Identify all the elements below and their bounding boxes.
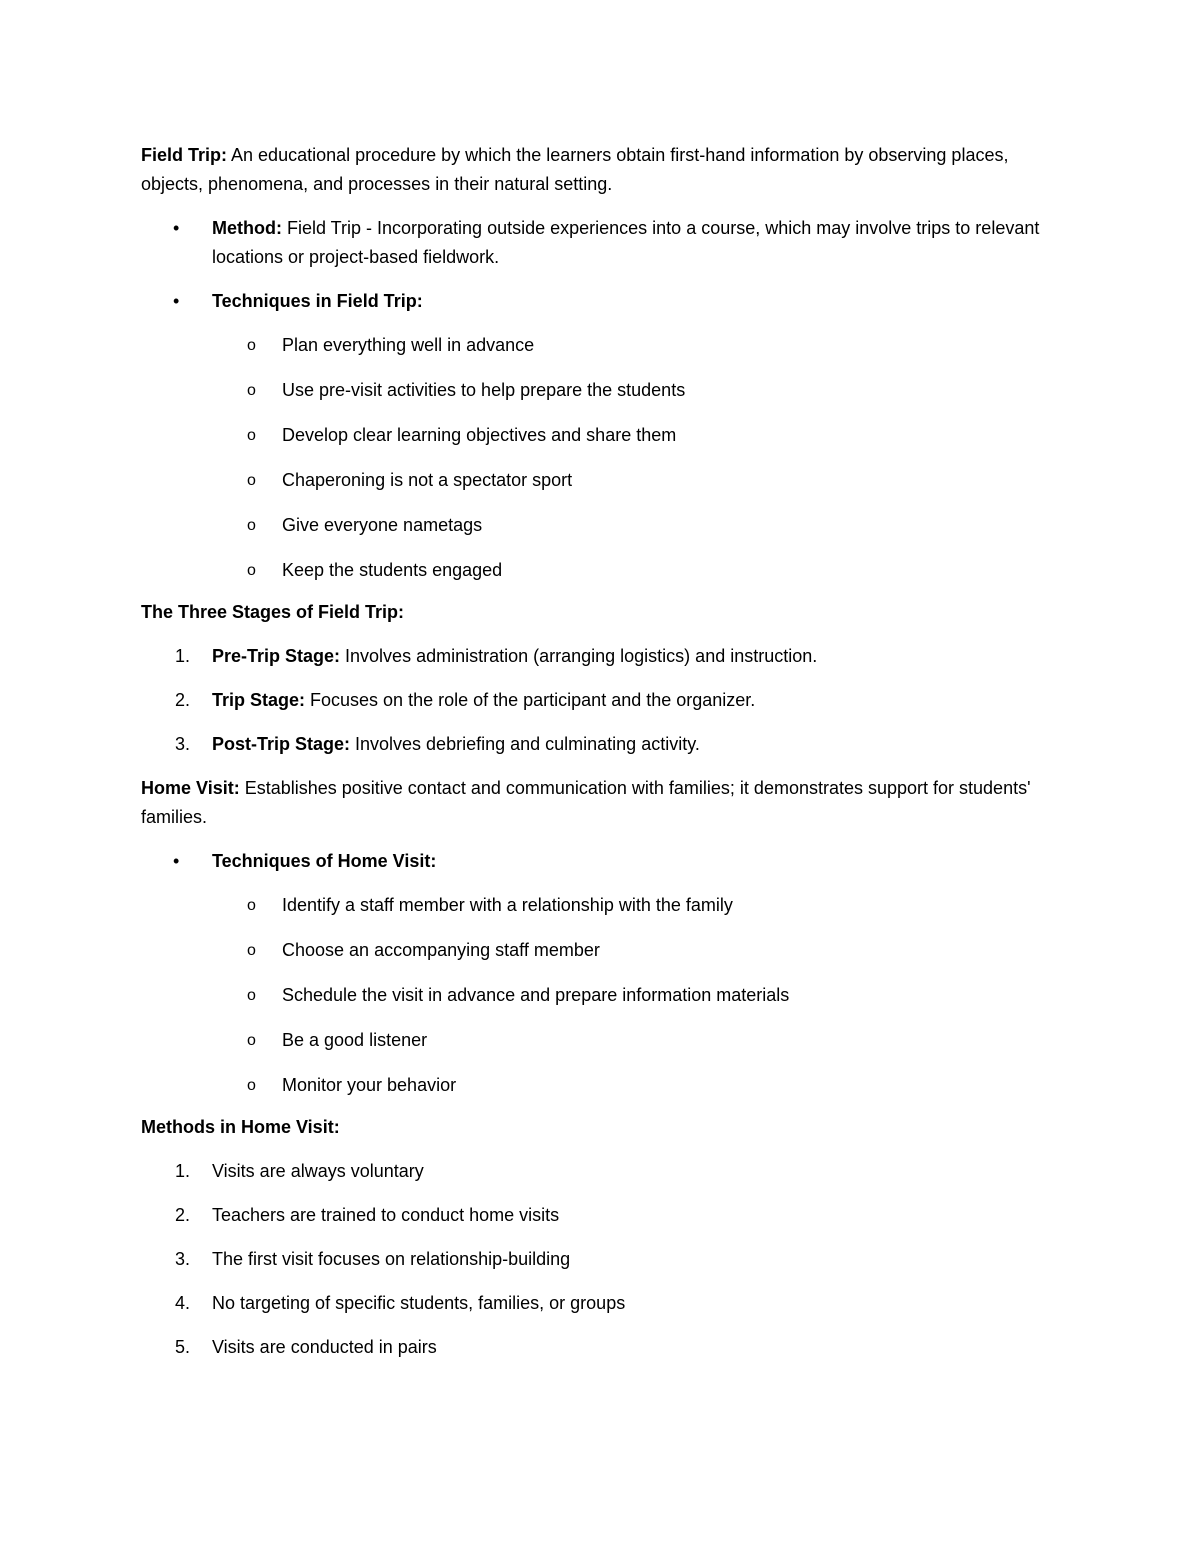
document-body xyxy=(141,141,1051,1377)
list-number: 1. xyxy=(175,646,191,666)
list-number: 3. xyxy=(175,734,191,754)
list-item: o Develop clear learning objectives and share them xyxy=(141,421,1051,450)
list-item: o Plan everything well in advance xyxy=(141,331,1051,360)
sub-bullet-marker: o xyxy=(247,942,256,959)
list-item: 2. Teachers are trained to conduct home visits xyxy=(141,1201,1051,1230)
list-number: 5. xyxy=(175,1337,191,1357)
field-trip-definition-text: An educational procedure by which the learners obtain first-hand information by observing places, objects, phenomena, and processes in their natural setting. xyxy=(141,145,1009,194)
sub-bullet-marker: o xyxy=(247,382,256,399)
bullet-marker: • xyxy=(173,851,180,871)
techniques-home-visit-item xyxy=(141,847,1051,876)
field-trip-term: Field Trip: xyxy=(141,145,228,165)
bullet-marker: • xyxy=(173,218,180,238)
list-item: o Be a good listener xyxy=(141,1026,1051,1055)
sub-bullet-marker: o xyxy=(247,472,256,489)
list-item: o Chaperoning is not a spectator sport xyxy=(141,466,1051,495)
field-trip-list xyxy=(141,214,1051,316)
list-item: o Give everyone nametags xyxy=(141,511,1051,540)
list-item: 5. Visits are conducted in pairs xyxy=(141,1333,1051,1362)
stages-list xyxy=(141,642,1051,759)
home-visit-definition-text: Establishes positive contact and communication with families; it demonstrates support for students' families. xyxy=(141,778,1031,827)
list-item: 4. No targeting of specific students, families, or groups xyxy=(141,1289,1051,1318)
list-item: 1. Pre-Trip Stage: Involves administration (arranging logistics) and instruction. xyxy=(141,642,1051,671)
list-item: 3. The first visit focuses on relationship-building xyxy=(141,1245,1051,1274)
sub-bullet-marker: o xyxy=(247,897,256,914)
home-visit-list xyxy=(141,847,1051,876)
sub-bullet-marker: o xyxy=(247,1077,256,1094)
list-item: o Identify a staff member with a relationship with the family xyxy=(141,891,1051,920)
home-visit-definition xyxy=(141,774,1051,832)
method-item xyxy=(141,214,1051,272)
home-visit-techniques-list xyxy=(141,891,1051,1100)
sub-bullet-marker: o xyxy=(247,337,256,354)
sub-bullet-marker: o xyxy=(247,427,256,444)
field-trip-definition xyxy=(141,141,1051,199)
method-term: Method: xyxy=(212,218,282,238)
home-visit-term: Home Visit: xyxy=(141,778,240,798)
list-item: o Keep the students engaged xyxy=(141,556,1051,585)
field-trip-techniques-list xyxy=(141,331,1051,585)
stages-heading: The Three Stages of Field Trip: xyxy=(141,602,405,622)
list-item: o Monitor your behavior xyxy=(141,1071,1051,1100)
list-item: 2. Trip Stage: Focuses on the role of the participant and the organizer. xyxy=(141,686,1051,715)
list-number: 3. xyxy=(175,1249,191,1269)
methods-home-visit-list xyxy=(141,1157,1051,1362)
list-number: 2. xyxy=(175,1205,191,1225)
list-item: 3. Post-Trip Stage: Involves debriefing and culminating activity. xyxy=(141,730,1051,759)
method-text: Field Trip - Incorporating outside experiences into a course, which may involve trips to relevant locations or project-based fieldwork. xyxy=(212,218,1040,267)
methods-home-visit-heading: Methods in Home Visit: xyxy=(141,1117,340,1137)
sub-bullet-marker: o xyxy=(247,517,256,534)
techniques-field-trip-heading: Techniques in Field Trip: xyxy=(212,291,423,311)
list-item: o Schedule the visit in advance and prepare information materials xyxy=(141,981,1051,1010)
techniques-home-visit-heading: Techniques of Home Visit: xyxy=(212,851,437,871)
techniques-field-trip-item xyxy=(141,287,1051,316)
list-number: 4. xyxy=(175,1293,191,1313)
sub-bullet-marker: o xyxy=(247,562,256,579)
sub-bullet-marker: o xyxy=(247,987,256,1004)
list-item: o Use pre-visit activities to help prepare the students xyxy=(141,376,1051,405)
list-number: 1. xyxy=(175,1161,191,1181)
list-item: 1. Visits are always voluntary xyxy=(141,1157,1051,1186)
sub-bullet-marker: o xyxy=(247,1032,256,1049)
list-number: 2. xyxy=(175,690,191,710)
list-item: o Choose an accompanying staff member xyxy=(141,936,1051,965)
bullet-marker: • xyxy=(173,291,180,311)
